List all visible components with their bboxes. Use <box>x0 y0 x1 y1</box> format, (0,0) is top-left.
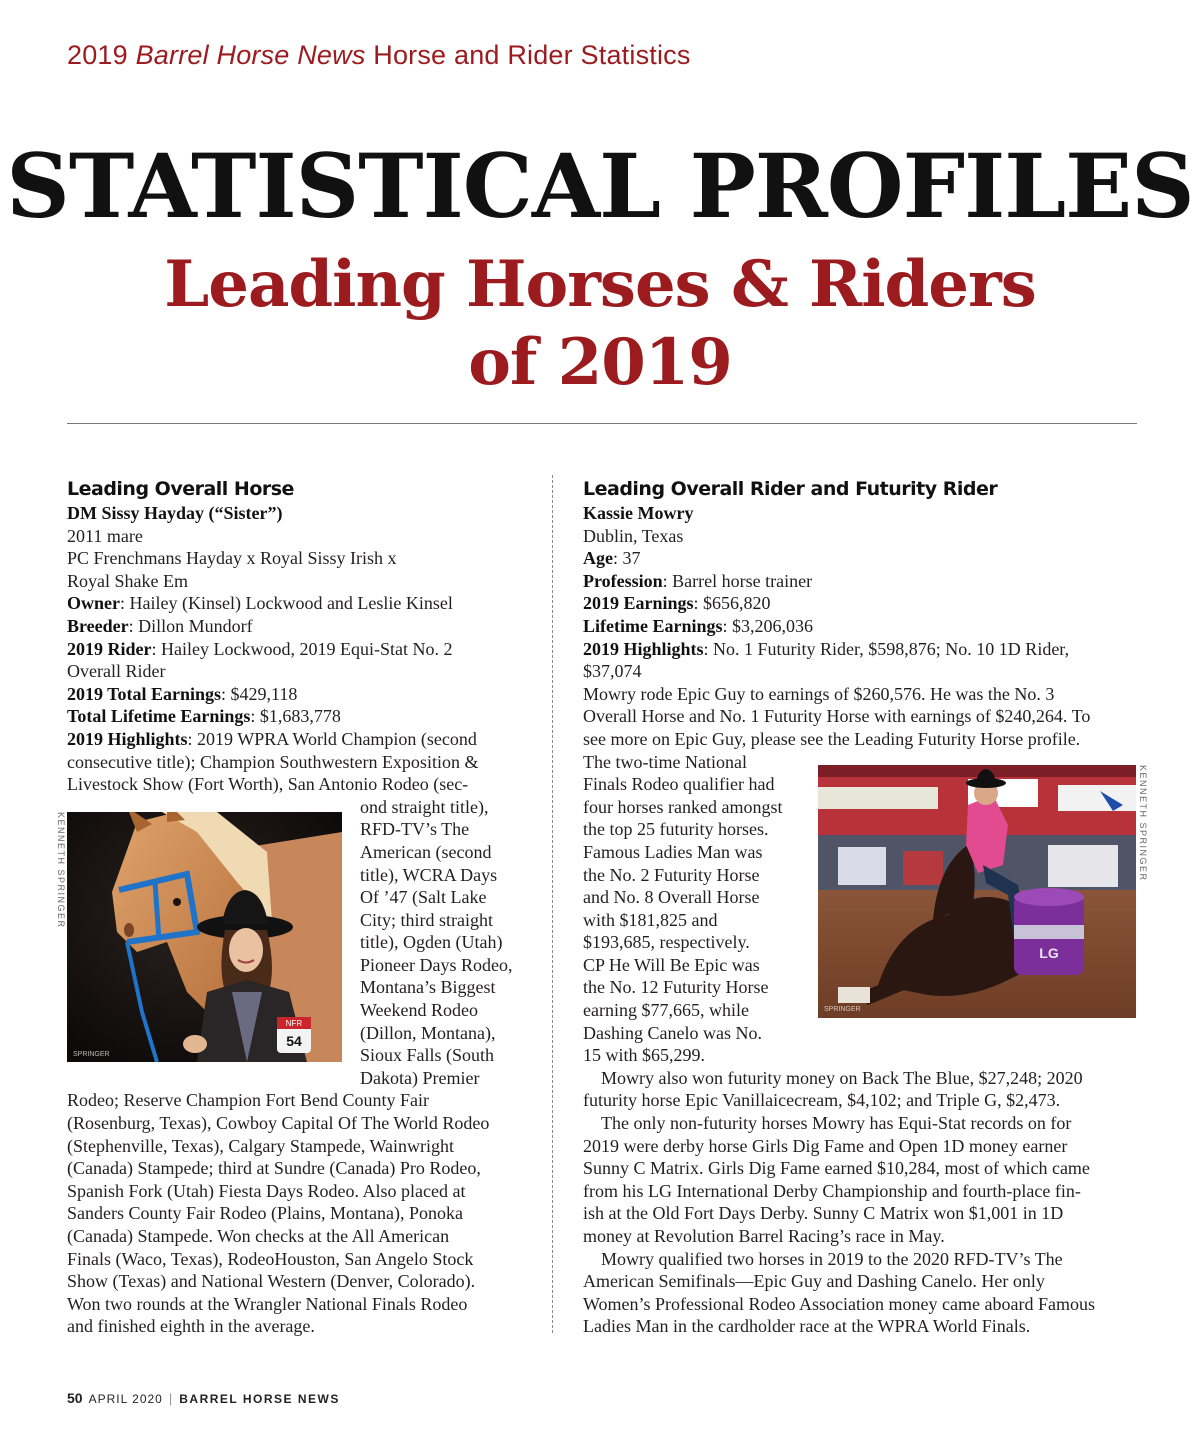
body-line: Mowry rode Epic Guy to earnings of $260,576. He was the No. 3 <box>583 683 1055 704</box>
horse-owner <box>67 592 527 615</box>
earnings-value: : $656,820 <box>693 593 771 614</box>
rider-highlights-cont: $37,074 <box>583 661 642 682</box>
body-line: American (second <box>360 841 492 862</box>
body-line: Mowry qualified two horses in 2019 to the 2020 RFD-TV’s The <box>601 1248 1063 1269</box>
section-kicker <box>67 40 691 71</box>
page-footer <box>67 1390 340 1406</box>
body-line: (Dillon, Montana), <box>360 1022 496 1043</box>
barrel-logo-text: LG <box>1039 945 1059 961</box>
body-line: Dashing Canelo was No. <box>583 1022 762 1043</box>
photo-credit-left: KENNETH SPRINGER <box>56 812 66 929</box>
body-line: ish at the Old Fort Days Derby. Sunny C Matrix won $1,001 in 1D <box>583 1203 1064 1224</box>
age-label: Age <box>583 548 613 569</box>
footer-separator: | <box>168 1391 174 1406</box>
profession-label: Profession <box>583 570 663 591</box>
total-earnings-value: : $429,118 <box>221 683 298 704</box>
page-title: STATISTICAL PROFILES <box>6 134 1194 238</box>
leading-horse-heading: Leading Overall Horse <box>67 478 294 500</box>
photo-watermark-right: SPRINGER <box>824 1006 861 1013</box>
horse-rider <box>67 638 527 661</box>
body-line: ond straight title), <box>360 796 489 817</box>
body-line: the No. 12 Futurity Horse <box>583 977 769 998</box>
body-line: $193,685, respectively. <box>583 932 750 953</box>
body-line: Of ’47 (Salt Lake <box>360 887 487 908</box>
title-rule <box>67 423 1137 424</box>
body-line: (Canada) Stampede; third at Sundre (Canada) Pro Rodeo, <box>67 1158 481 1179</box>
body-line: City; third straight <box>360 909 493 930</box>
issue-date: APRIL 2020 <box>88 1392 163 1406</box>
body-line: The two-time National <box>583 751 747 772</box>
leading-rider-heading: Leading Overall Rider and Futurity Rider <box>583 478 998 500</box>
body-line: Pioneer Days Rodeo, <box>360 954 513 975</box>
horse-breeder <box>67 615 527 638</box>
rider-label: 2019 Rider <box>67 638 152 659</box>
horse-name: DM Sissy Hayday (“Sister”) <box>67 503 283 523</box>
breeder-label: Breeder <box>67 615 129 636</box>
subtitle-line-1: Leading Horses & Riders <box>164 247 1036 322</box>
body-line: (Rosenburg, Texas), Cowboy Capital Of The World Rodeo <box>67 1113 490 1134</box>
body-line: Overall Horse and No. 1 Futurity Horse with earnings of $240,264. To <box>583 706 1091 727</box>
body-line: (Canada) Stampede. Won checks at the All American <box>67 1226 450 1246</box>
body-line: and No. 8 Overall Horse <box>583 887 760 908</box>
jacket-number: 54 <box>286 1033 302 1049</box>
body-line: Show (Texas) and National Western (Denver, Colorado). <box>67 1271 476 1292</box>
horse-lifetime-earnings <box>67 705 527 728</box>
horse-pedigree-2: Royal Shake Em <box>67 570 188 591</box>
rider-name: Kassie Mowry <box>583 503 694 523</box>
body-line: Livestock Show (Fort Worth), San Antonio Rodeo (sec- <box>67 774 469 795</box>
body-line: Sanders County Fair Rodeo (Plains, Montana), Ponoka <box>67 1203 463 1224</box>
rider-highlights <box>583 638 1138 661</box>
body-line: from his LG International Derby Championship and fourth-place fin- <box>583 1180 1081 1201</box>
horse-rider-photo-art <box>67 812 342 1062</box>
rider-lifetime-value: : $3,206,036 <box>722 615 814 636</box>
rider-hometown: Dublin, Texas <box>583 525 684 546</box>
rider-value: : Hailey Lockwood, 2019 Equi-Stat No. 2 <box>151 638 453 659</box>
body-line: CP He Will Be Epic was <box>583 954 760 975</box>
total-earnings-label: 2019 Total Earnings <box>67 683 222 704</box>
photo-credit-right: KENNETH SPRINGER <box>1138 765 1148 882</box>
earnings-label: 2019 Earnings <box>583 593 694 614</box>
subtitle-line-2: of 2019 <box>468 325 732 400</box>
body-line: Finals Rodeo qualifier had <box>583 774 775 795</box>
body-line: Won two rounds at the Wrangler National Finals Rodeo <box>67 1293 468 1314</box>
breeder-value: : Dillon Mundorf <box>128 615 253 636</box>
barrel-racing-photo-art <box>818 765 1136 1018</box>
horse-rider-photo <box>67 812 342 1062</box>
highlights-label: 2019 Highlights <box>67 728 188 749</box>
body-line: money at Revolution Barrel Racing’s race in May. <box>583 1226 945 1246</box>
horse-rider-cont: Overall Rider <box>67 661 166 682</box>
horse-total-earnings <box>67 683 527 706</box>
owner-label: Owner <box>67 593 120 614</box>
kicker-magazine: Barrel Horse News <box>135 40 366 70</box>
body-line: Spanish Fork (Utah) Fiesta Days Rodeo. Also placed at <box>67 1180 466 1201</box>
body-line: RFD-TV’s The <box>360 819 470 840</box>
body-line: American Semifinals—Epic Guy and Dashing Canelo. Her only <box>583 1271 1045 1292</box>
body-line: Rodeo; Reserve Champion Fort Bend County Fair <box>67 1090 429 1111</box>
body-line: four horses ranked amongst <box>583 796 783 817</box>
kicker-topic: Horse and Rider Statistics <box>373 40 691 70</box>
body-line: The only non-futurity horses Mowry has Equi-Stat records on for <box>601 1113 1072 1134</box>
profession-value: : Barrel horse trainer <box>662 570 813 591</box>
lifetime-earnings-label: Total Lifetime Earnings <box>67 706 251 727</box>
body-line: Dakota) Premier <box>360 1067 480 1088</box>
horse-pedigree-1: PC Frenchmans Hayday x Royal Sissy Irish x <box>67 548 397 569</box>
page-subtitle <box>0 246 1200 402</box>
body-line: and finished eighth in the average. <box>67 1316 315 1337</box>
rider-lifetime-label: Lifetime Earnings <box>583 615 723 636</box>
kicker-year: 2019 <box>67 40 128 70</box>
rider-profession <box>583 570 1138 593</box>
footer-magazine: BARREL HORSE NEWS <box>179 1392 340 1406</box>
body-line: Mowry also won futurity money on Back The Blue, $27,248; 2020 <box>601 1067 1083 1088</box>
rider-age <box>583 547 1138 570</box>
body-line: see more on Epic Guy, please see the Leading Futurity Horse profile. <box>583 728 1081 749</box>
column-divider <box>552 475 553 1333</box>
body-line: (Stephenville, Texas), Calgary Stampede, Wainwright <box>67 1135 455 1156</box>
body-line: Famous Ladies Man was <box>583 841 763 862</box>
photo-watermark-left: SPRINGER <box>73 1051 110 1058</box>
body-line: Montana’s Biggest <box>360 977 496 998</box>
rider-earnings <box>583 592 1138 615</box>
lifetime-earnings-value: : $1,683,778 <box>250 706 341 727</box>
body-line: Weekend Rodeo <box>360 1000 479 1021</box>
body-line: earning $77,665, while <box>583 1000 749 1021</box>
body-line: Ladies Man in the cardholder race at the WPRA World Finals. <box>583 1316 1031 1337</box>
jacket-patch-text: NFR <box>285 1019 303 1028</box>
body-line: Sioux Falls (South <box>360 1045 495 1066</box>
body-line: 2019 were derby horse Girls Dig Fame and Open 1D money earner <box>583 1135 1068 1156</box>
owner-value: : Hailey (Kinsel) Lockwood and Leslie Kinsel <box>120 593 453 614</box>
body-line: the No. 2 Futurity Horse <box>583 864 760 885</box>
body-line: Finals (Waco, Texas), RodeoHouston, San Angelo Stock <box>67 1248 474 1269</box>
body-line: with $181,825 and <box>583 909 718 930</box>
highlights-value: : 2019 WPRA World Champion (second <box>187 728 477 749</box>
body-line: Women’s Professional Rodeo Association money came aboard Famous <box>583 1293 1095 1314</box>
body-line: Sunny C Matrix. Girls Dig Fame earned $10,284, most of which came <box>583 1158 1090 1179</box>
page-number: 50 <box>67 1390 83 1406</box>
body-line: consecutive title); Champion Southwestern Exposition & <box>67 751 479 772</box>
rider-lifetime <box>583 615 1138 638</box>
age-value: : 37 <box>613 548 641 569</box>
body-line: the top 25 futurity horses. <box>583 819 769 840</box>
horse-year-sex: 2011 mare <box>67 525 143 546</box>
body-line: futurity horse Epic Vanillaicecream, $4,102; and Triple G, $2,473. <box>583 1090 1061 1111</box>
body-line: title), WCRA Days <box>360 864 498 885</box>
body-line: title), Ogden (Utah) <box>360 932 503 953</box>
horse-highlights <box>67 728 527 751</box>
barrel-racing-photo <box>818 765 1136 1018</box>
rider-highlights-label: 2019 Highlights <box>583 638 704 659</box>
body-line: 15 with $65,299. <box>583 1045 706 1066</box>
rider-highlights-value: : No. 1 Futurity Rider, $598,876; No. 10 1D Rider, <box>703 638 1070 659</box>
